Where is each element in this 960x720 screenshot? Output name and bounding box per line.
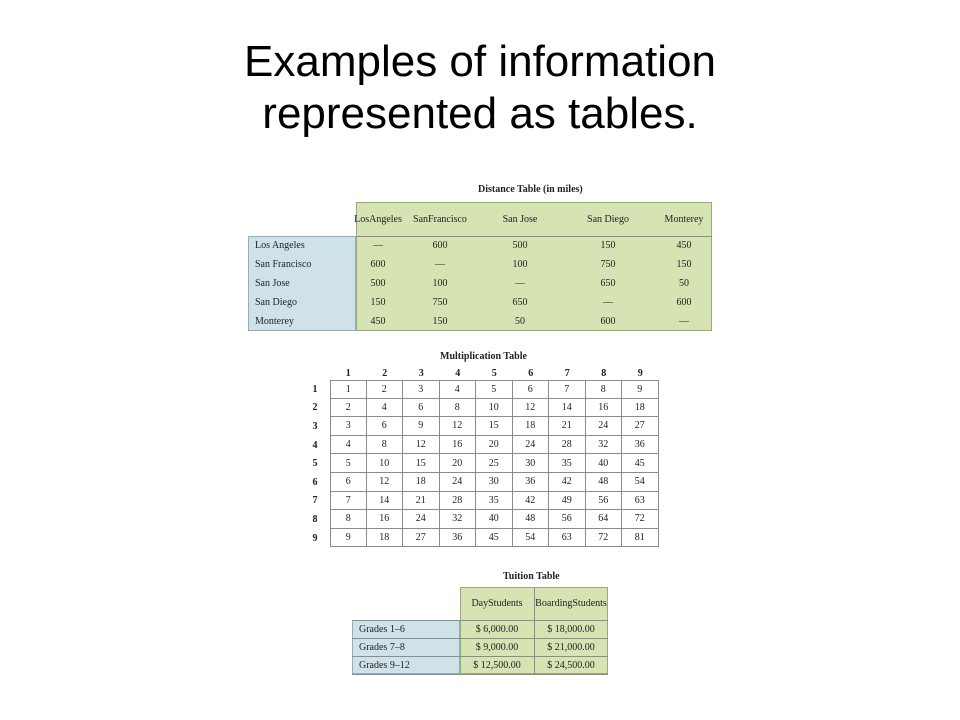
distance-table-cell: 600 — [676, 297, 692, 308]
multiplication-table-cell: 28 — [440, 492, 477, 511]
multiplication-table-cell: 56 — [549, 510, 586, 529]
multiplication-table-cell: 20 — [440, 454, 477, 473]
multiplication-table-cell: 27 — [403, 529, 440, 548]
distance-table-cell: 600 — [370, 259, 386, 270]
distance-table-cell: 650 — [600, 278, 616, 289]
multiplication-table-cell: 36 — [440, 529, 477, 548]
multiplication-table-row-header: 6 — [312, 476, 318, 488]
multiplication-table-cell: 9 — [403, 417, 440, 436]
multiplication-table-row-header: 7 — [312, 495, 318, 507]
multiplication-table-cell: 9 — [330, 529, 367, 548]
multiplication-table-cell: 20 — [476, 436, 513, 455]
tuition-table-header-line-2: Students — [488, 598, 523, 609]
multiplication-table-column-header: 5 — [491, 367, 497, 379]
multiplication-table-cell: 24 — [586, 417, 623, 436]
distance-table-cell: 150 — [600, 240, 616, 251]
multiplication-table-row-header: 1 — [312, 383, 318, 395]
multiplication-table-cell: 7 — [330, 492, 367, 511]
multiplication-table-cell: 12 — [440, 417, 477, 436]
distance-table-header-cell — [480, 202, 560, 236]
multiplication-table-cell: 12 — [367, 473, 404, 492]
tuition-table-header-cell — [534, 587, 608, 620]
multiplication-table-cell: 6 — [330, 473, 367, 492]
multiplication-table-column-header: 6 — [528, 367, 534, 379]
multiplication-table-column-header: 7 — [564, 367, 570, 379]
multiplication-table-cell: 12 — [403, 436, 440, 455]
multiplication-table-cell: 4 — [367, 399, 404, 418]
multiplication-table-cell: 16 — [440, 436, 477, 455]
multiplication-table-cell: 64 — [586, 510, 623, 529]
tuition-table-cell: $ 9,000.00 — [475, 641, 519, 653]
distance-table-row-label: San Diego — [255, 297, 297, 308]
multiplication-table-row-header: 5 — [312, 458, 318, 470]
multiplication-table-cell: 32 — [440, 510, 477, 529]
distance-table-cell: 50 — [679, 278, 689, 289]
tuition-table-row-label: Grades 9–12 — [359, 659, 410, 671]
distance-table-cell: 500 — [370, 278, 386, 289]
tuition-table-row-label: Grades 1–6 — [359, 623, 405, 635]
distance-table-header-cell — [356, 202, 400, 236]
multiplication-table-cell: 63 — [622, 492, 659, 511]
tuition-table-row-label: Grades 7–8 — [359, 641, 405, 653]
multiplication-table-cell: 4 — [440, 380, 477, 399]
multiplication-table-cell: 35 — [549, 454, 586, 473]
multiplication-table-cell: 81 — [622, 529, 659, 548]
multiplication-table-cell: 25 — [476, 454, 513, 473]
multiplication-table-cell: 40 — [476, 510, 513, 529]
multiplication-table-cell: 54 — [622, 473, 659, 492]
multiplication-table-cell: 9 — [622, 380, 659, 399]
multiplication-table-cell: 42 — [513, 492, 550, 511]
distance-table-title: Distance Table (in miles) — [478, 184, 583, 195]
multiplication-table-cell: 4 — [330, 436, 367, 455]
multiplication-table-cell: 8 — [586, 380, 623, 399]
multiplication-table-cell: 21 — [403, 492, 440, 511]
multiplication-table-cell: 36 — [622, 436, 659, 455]
distance-table-cell: 450 — [370, 316, 386, 327]
distance-table-cell: 150 — [676, 259, 692, 270]
multiplication-table-cell: 30 — [513, 454, 550, 473]
tuition-table-cell: $ 18,000.00 — [547, 623, 595, 635]
distance-table-row-label: Monterey — [255, 316, 294, 327]
distance-table-cell: — — [679, 316, 689, 327]
multiplication-table-cell: 48 — [513, 510, 550, 529]
distance-table-row-label: Los Angeles — [255, 240, 305, 251]
distance-table-header-line-1: San — [413, 213, 429, 225]
multiplication-table-cell: 5 — [476, 380, 513, 399]
multiplication-table-cell: 18 — [403, 473, 440, 492]
distance-table-header-line-1: Monterey — [664, 213, 704, 225]
multiplication-table-cell: 72 — [586, 529, 623, 548]
distance-table-header-cell — [656, 202, 712, 236]
slide-title-line-2: represented as tables. — [262, 89, 698, 138]
multiplication-table-cell: 8 — [367, 436, 404, 455]
multiplication-table-cell: 15 — [476, 417, 513, 436]
multiplication-table-cell: 18 — [622, 399, 659, 418]
multiplication-table-cell: 15 — [403, 454, 440, 473]
multiplication-table-cell: 24 — [440, 473, 477, 492]
multiplication-table-cell: 5 — [330, 454, 367, 473]
multiplication-table-cell: 32 — [586, 436, 623, 455]
multiplication-table-row-header: 3 — [312, 420, 318, 432]
multiplication-table-cell: 10 — [367, 454, 404, 473]
multiplication-table-cell: 48 — [586, 473, 623, 492]
multiplication-table-cell: 7 — [549, 380, 586, 399]
tuition-table-row-rule — [352, 674, 608, 675]
multiplication-table-cell: 16 — [586, 399, 623, 418]
multiplication-table-cell: 42 — [549, 473, 586, 492]
distance-table-cell: 100 — [432, 278, 448, 289]
distance-table-row-label: San Jose — [255, 278, 290, 289]
multiplication-table-cell: 6 — [367, 417, 404, 436]
multiplication-table-cell: 54 — [513, 529, 550, 548]
distance-table-cell: — — [603, 297, 613, 308]
multiplication-table-column-header: 9 — [637, 367, 643, 379]
multiplication-table-cell: 72 — [622, 510, 659, 529]
distance-table-cell: 600 — [432, 240, 448, 251]
multiplication-table-cell: 40 — [586, 454, 623, 473]
tuition-table-header-line-1: Day — [471, 598, 489, 609]
multiplication-table-cell: 2 — [330, 399, 367, 418]
distance-table-header-line-1: San Jose — [502, 213, 538, 225]
distance-table-header-cell — [400, 202, 480, 236]
multiplication-table-title: Multiplication Table — [440, 351, 527, 362]
multiplication-table-cell: 6 — [403, 399, 440, 418]
distance-table-cell: — — [373, 240, 383, 251]
multiplication-table-row-header: 9 — [312, 532, 318, 544]
slide-title — [0, 36, 960, 140]
multiplication-table-cell: 6 — [513, 380, 550, 399]
tuition-table-cell: $ 6,000.00 — [475, 623, 519, 635]
multiplication-table-cell: 28 — [549, 436, 586, 455]
multiplication-table-cell: 36 — [513, 473, 550, 492]
multiplication-table-cell: 18 — [367, 529, 404, 548]
multiplication-table-cell: 30 — [476, 473, 513, 492]
multiplication-table-cell: 3 — [403, 380, 440, 399]
multiplication-table-cell: 14 — [549, 399, 586, 418]
multiplication-table-cell: 3 — [330, 417, 367, 436]
slide-title-line-1: Examples of information — [244, 37, 716, 86]
multiplication-table-cell: 8 — [330, 510, 367, 529]
multiplication-table-cell: 56 — [586, 492, 623, 511]
tuition-table-title: Tuition Table — [503, 571, 560, 582]
distance-table-header-line-2: Angeles — [369, 213, 402, 225]
multiplication-table-row-header: 4 — [312, 439, 318, 451]
distance-table-cell: — — [515, 278, 525, 289]
multiplication-table-cell: 45 — [622, 454, 659, 473]
multiplication-table-cell: 27 — [622, 417, 659, 436]
distance-table-cell: 50 — [515, 316, 525, 327]
multiplication-table-column-header: 8 — [601, 367, 607, 379]
multiplication-table-cell: 24 — [403, 510, 440, 529]
tuition-table-header-line-1: Boarding — [535, 598, 573, 609]
multiplication-table-cell: 21 — [549, 417, 586, 436]
multiplication-table-row-header: 2 — [312, 402, 318, 414]
distance-table-cell: 500 — [512, 240, 528, 251]
multiplication-table-column-header: 4 — [455, 367, 461, 379]
tuition-table-cell: $ 12,500.00 — [473, 659, 521, 671]
multiplication-table-column-header: 1 — [345, 367, 351, 379]
multiplication-table-column-header: 3 — [418, 367, 424, 379]
distance-table-header-line-1: Los — [354, 213, 370, 225]
multiplication-table-cell: 49 — [549, 492, 586, 511]
distance-table-cell: 750 — [600, 259, 616, 270]
distance-table-header-line-2: Francisco — [428, 213, 467, 225]
multiplication-table-cell: 8 — [440, 399, 477, 418]
distance-table-cell: 600 — [600, 316, 616, 327]
distance-table-cell: 450 — [676, 240, 692, 251]
multiplication-table-cell: 14 — [367, 492, 404, 511]
distance-table-cell: 650 — [512, 297, 528, 308]
multiplication-table-cell: 12 — [513, 399, 550, 418]
multiplication-table-cell: 16 — [367, 510, 404, 529]
multiplication-table-cell: 18 — [513, 417, 550, 436]
distance-table-cell: 150 — [432, 316, 448, 327]
tuition-table-cell: $ 21,000.00 — [547, 641, 595, 653]
multiplication-table-cell: 45 — [476, 529, 513, 548]
distance-table-cell: — — [435, 259, 445, 270]
multiplication-table-cell: 35 — [476, 492, 513, 511]
distance-table-header-line-1: San Diego — [587, 213, 629, 225]
multiplication-table-cell: 10 — [476, 399, 513, 418]
tuition-table-header-cell — [460, 587, 534, 620]
multiplication-table-cell: 63 — [549, 529, 586, 548]
distance-table-header-cell — [560, 202, 656, 236]
multiplication-table-column-header: 2 — [382, 367, 388, 379]
distance-table-cell: 100 — [512, 259, 528, 270]
multiplication-table-cell: 1 — [330, 380, 367, 399]
tuition-table-cell: $ 24,500.00 — [547, 659, 595, 671]
multiplication-table-cell: 24 — [513, 436, 550, 455]
distance-table-row-label: San Francisco — [255, 259, 312, 270]
multiplication-table-row-header: 8 — [312, 513, 318, 525]
distance-table-cell: 150 — [370, 297, 386, 308]
multiplication-table-cell: 2 — [367, 380, 404, 399]
tuition-table-header-line-2: Students — [572, 598, 607, 609]
distance-table-cell: 750 — [432, 297, 448, 308]
